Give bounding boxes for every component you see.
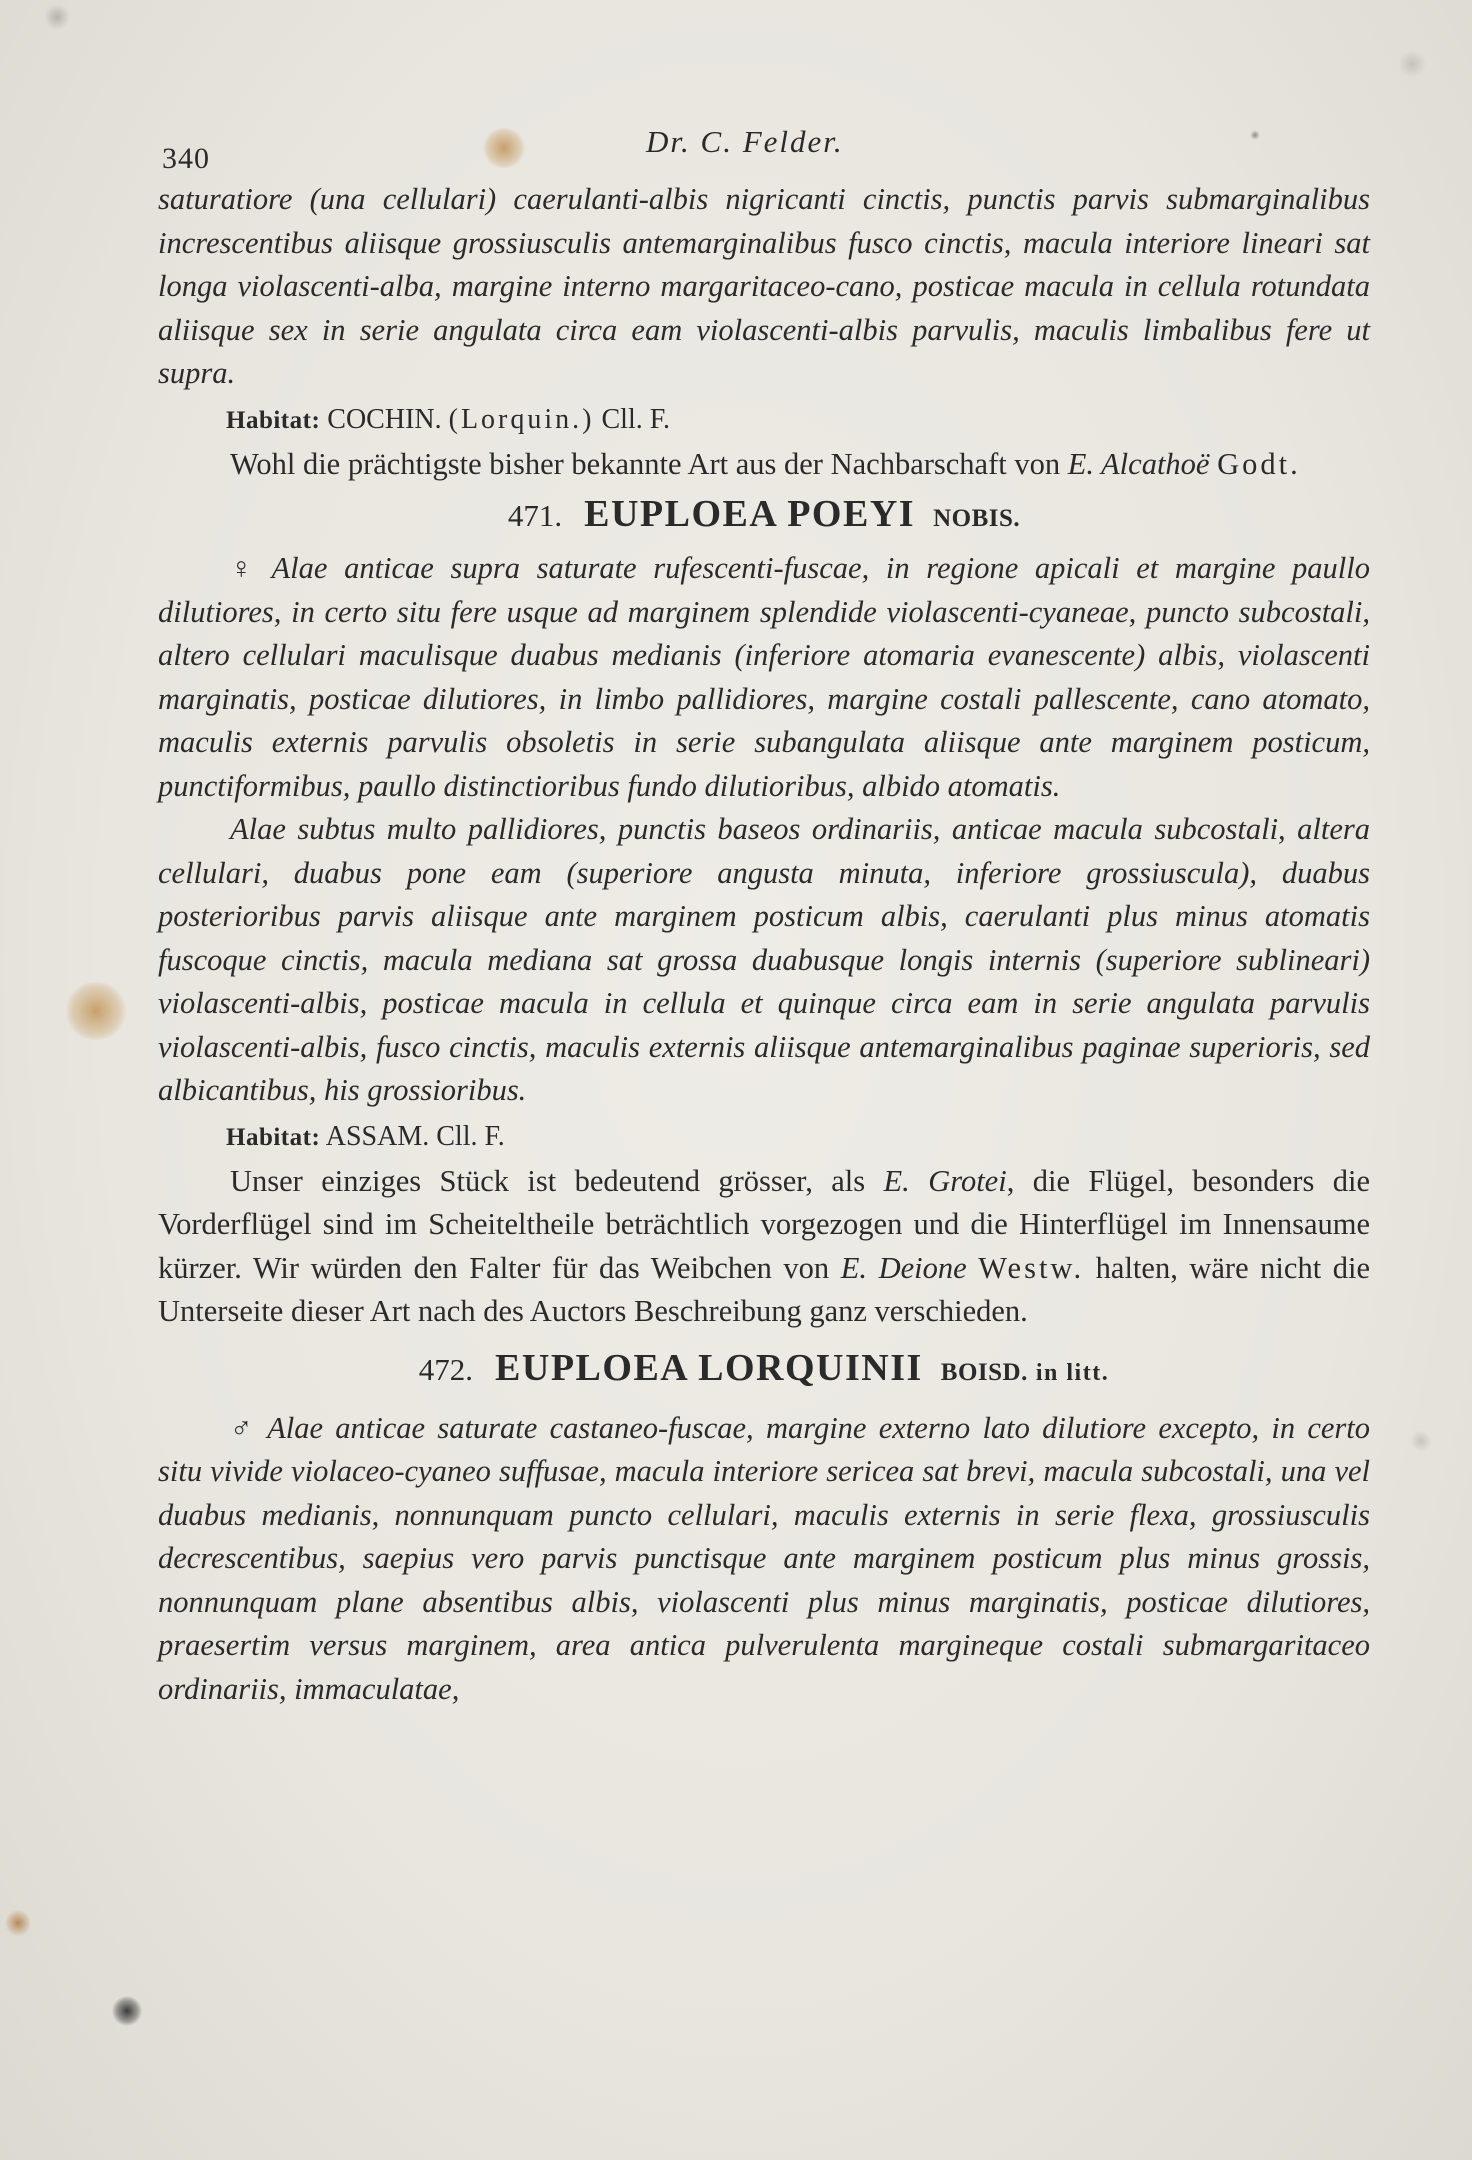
species-heading-472 bbox=[158, 1348, 1370, 1393]
remark-text: , die Flügel, besonders die Vorderflügel sind im Scheiteltheile beträchtlich vorgezogen und die Hinterflügel im Innensaume kürzer. Wir würden den Falter für das Weibchen von bbox=[158, 1163, 1370, 1285]
dust-spot bbox=[1410, 1430, 1432, 1452]
description-upperside bbox=[158, 1407, 1370, 1712]
page-header bbox=[158, 118, 1370, 178]
latin-description-continued: saturatiore (una cellulari) caerulanti-albis nigricanti cinctis, punctis parvis submarginalibus increscentibus aliisque grossiusculis antemarginalibus fusco cinctis, macula interiore lineari sat longa violascenti-alba, margine interno margaritaceo-cano, posticae macula in cellula rotundata aliisque sex in serie angulata circa eam violascenti-albis parvulis, maculis limbalibus fere ut supra. bbox=[158, 182, 1370, 390]
habitat-collector: (Lorquin.) bbox=[448, 403, 595, 435]
species-name: EUPLOEA POEYI bbox=[584, 493, 916, 535]
dust-spot bbox=[44, 4, 70, 30]
species-heading-471 bbox=[158, 494, 1370, 539]
habitat-line bbox=[158, 1115, 1370, 1160]
foxing-stain bbox=[64, 982, 128, 1040]
species-name: EUPLOEA LORQUINII bbox=[495, 1346, 923, 1389]
remark-text: Unser einziges Stück ist bedeutend grösser, als bbox=[230, 1163, 884, 1198]
habitat-collection: Cll. F. bbox=[436, 1120, 505, 1152]
remark-text: halten, wäre nicht die Unterseite dieser Art nach des Auctors Beschreibung ganz verschieden. bbox=[158, 1250, 1370, 1328]
species-author: BOISD. bbox=[940, 1358, 1028, 1386]
habitat-place: COCHIN. bbox=[327, 403, 442, 435]
german-remark bbox=[158, 1160, 1370, 1334]
remark-author: Godt. bbox=[1217, 446, 1301, 481]
ink-speck bbox=[112, 1996, 142, 2026]
dust-spot bbox=[1398, 50, 1426, 78]
remark-species: E. Deione bbox=[840, 1250, 967, 1285]
page-content bbox=[158, 118, 1370, 1711]
remark-author: Westw. bbox=[978, 1250, 1085, 1285]
habitat-label: Habitat: bbox=[226, 1123, 321, 1151]
running-head: Dr. C. Felder. bbox=[646, 124, 844, 159]
species-number: 471. bbox=[507, 498, 563, 533]
page-number: 340 bbox=[162, 142, 210, 175]
species-author-note: in litt. bbox=[1035, 1359, 1110, 1386]
female-symbol: ♀ bbox=[230, 552, 262, 585]
description-upperside-text: Alae anticae supra saturate rufescenti-fuscae, in regione apicali et margine paullo dilutiores, in certo situ fere usque ad marginem splendide violascenti-cyaneae, puncto subcostali, altero cellulari maculisque duabus medianis (inferiore atomaria evanescente) albis, violascenti marginatis, posticae dilutiores, in limbo pallidiores, margine costali pallescente, cano atomato, maculis externis parvulis obsoletis in serie subangulata aliisque ante marginem posticum, punctiformibus, paullo distinctioribus fundo dilutioribus, albido atomatis. bbox=[158, 551, 1371, 803]
remark-species: E. Alcathoë bbox=[1067, 446, 1210, 481]
species-number: 472. bbox=[418, 1351, 474, 1387]
habitat-place: ASSAM. bbox=[325, 1120, 430, 1152]
habitat-line bbox=[158, 398, 1370, 443]
description-upperside bbox=[158, 547, 1370, 808]
description-underside: Alae subtus multo pallidiores, punctis baseos ordinariis, anticae macula subcostali, altera cellulari, duabus pone eam (superiore angusta minuta, inferiore grossiuscula), duabus posterioribus parvis aliisque ante marginem posticum albis, caerulanti plus minus atomatis fuscoque cinctis, macula mediana sat grossa duabusque longis internis (superiore sublineari) violascenti-albis, posticae macula in cellula et quinque circa eam in serie angulata parvulis violascenti-albis, fusco cinctis, maculis externis aliisque antemarginalibus paginae superioris, sed albicantibus, his grossioribus. bbox=[158, 812, 1370, 1107]
male-symbol: ♂ bbox=[230, 1411, 258, 1445]
habitat-collection: Cll. F. bbox=[601, 403, 671, 435]
german-remark bbox=[158, 443, 1370, 487]
description-upperside-text: Alae anticae saturate castaneo-fuscae, margine externo lato dilutiore excepto, in certo situ vivide violaceo-cyaneo suffusae, macula interiore sericea sat brevi, macula subcostali, una vel duabus medianis, nonnunquam puncto cellulari, maculis externis in serie flexa, grossiusculis decrescentibus, saepius vero parvis punctisque ante marginem posticum plus minus grossis, nonnunquam plane absentibus albis, violascenti plus minus marginatis, posticae dilutiores, praesertim versus marginem, area antica pulverulenta margineque costali submargaritaceo ordinariis, immaculatae, bbox=[158, 1410, 1370, 1706]
remark-species: E. Grotei bbox=[883, 1163, 1007, 1198]
foxing-stain bbox=[6, 1908, 30, 1938]
species-author: NOBIS. bbox=[933, 505, 1021, 532]
habitat-label: Habitat: bbox=[226, 406, 321, 434]
remark-text: Wohl die prächtigste bisher bekannte Art aus der Nachbarschaft von bbox=[230, 446, 1068, 481]
